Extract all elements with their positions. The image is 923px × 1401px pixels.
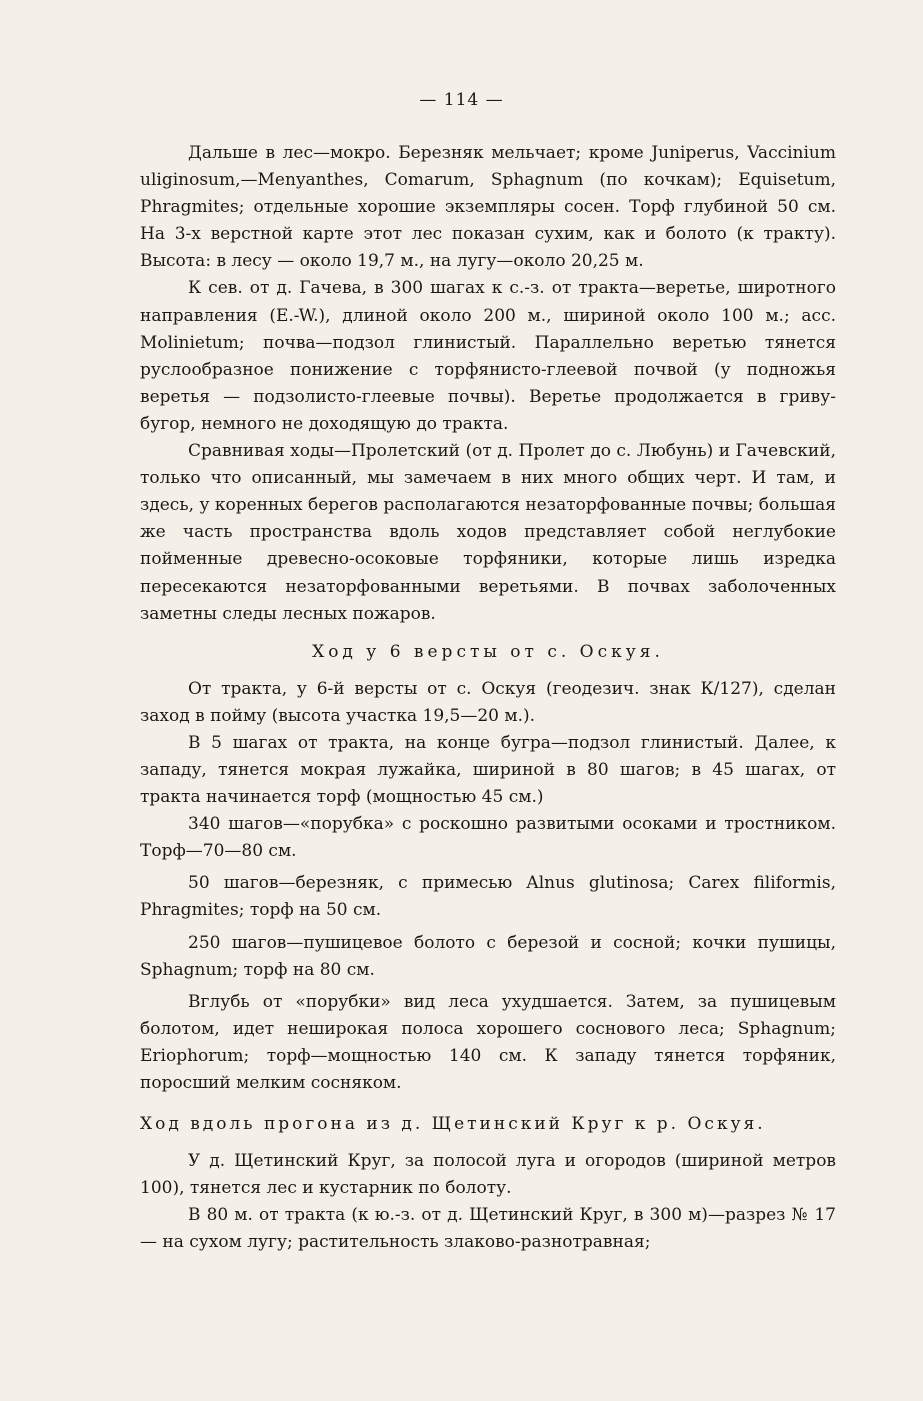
paragraph: От тракта, у 6-й версты от с. Оскуя (геодезич. знак К/127), сделан заход в пойму (высота участка 19,5—20 м.). bbox=[140, 678, 836, 726]
paragraph: У д. Щетинский Круг, за полосой луга и огородов (шириной метров 100), тянется лес и кустарник по болоту. bbox=[140, 1151, 836, 1199]
paragraph: Дальше в лес—мокро. Березняк мельчает; кроме Juniperus, Vaccinium uliginosum,—Menyanthes, Comarum, Sphagnum (по кочкам); Equisetum, Phragmites; отдельные хорошие экземпляры сосен. Торф глубиной 50 см. На 3-х верстной карте этот лес показан сухим, как и болото (к тракту). Высота: в лесу — около 19,7 м., на лугу—около 20,25 м. bbox=[140, 143, 836, 272]
paragraph: Сравнивая ходы—Пролетский (от д. Пролет до с. Любунь) и Гачевский, только что описанный, мы замечаем в них много общих черт. И там, и здесь, у коренных берегов располагаются незаторфованные почвы; большая же часть пространства вдоль ходов представляет собой неглубокие пойменные древесно-осоковые торфяники, которые лишь изредка пересекаются незаторфованными веретьями. В почвах заболоченных заметны следы лесных пожаров. bbox=[140, 441, 836, 624]
paragraph: К сев. от д. Гачева, в 300 шагах к с.-з. от тракта—веретье, широтного направления (E.-W.), длиной около 200 м., шириной около 100 м.; асс. Molinietum; почва—подзол глинистый. Параллельно веретью тянется руслообразное понижение с торфянисто-глеевой почвой (у подножья веретья — подзолисто-глеевые почвы). Веретье продолжается в гриву-бугор, немного не доходящую до тракта. bbox=[140, 278, 836, 434]
paragraph: 340 шагов—«порубка» с роскошно развитыми осоками и тростником. Торф—70—80 см. bbox=[140, 814, 836, 862]
paragraph: В 5 шагах от тракта, на конце бугра—подзол глинистый. Далее, к западу, тянется мокрая лужайка, шириной в 80 шагов; в 45 шагах, от тракта начинается торф (мощностью 45 см.) bbox=[140, 732, 836, 808]
page-number: — 114 — bbox=[419, 90, 504, 110]
paragraph: Вглубь от «порубки» вид леса ухудшается. Затем, за пушицевым болотом, идет неширокая полоса хорошего соснового леса; Sphagnum; Eriophorum; торф—мощностью 140 см. К западу тянется торфяник, поросший мелким сосняком. bbox=[140, 991, 836, 1093]
paragraph: 50 шагов—березняк, с примесью Alnus glutinosa; Carex filiformis, Phragmites; торф на 50 см. bbox=[140, 873, 836, 921]
paragraph: В 80 м. от тракта (к ю.-з. от д. Щетинский Круг, в 300 м)—разрез № 17 — на сухом лугу; растительность злаково-разнотравная; bbox=[140, 1205, 836, 1253]
page-body bbox=[140, 140, 836, 1256]
section-heading: Ход у 6 версты от с. Оскуя. bbox=[312, 641, 664, 662]
paragraph: 250 шагов—пушицевое болото с березой и сосной; кочки пушицы, Sphagnum; торф на 80 см. bbox=[140, 932, 836, 980]
section-heading: Ход вдоль прогона из д. Щетинский Круг к р. Оскуя. bbox=[140, 1114, 766, 1135]
